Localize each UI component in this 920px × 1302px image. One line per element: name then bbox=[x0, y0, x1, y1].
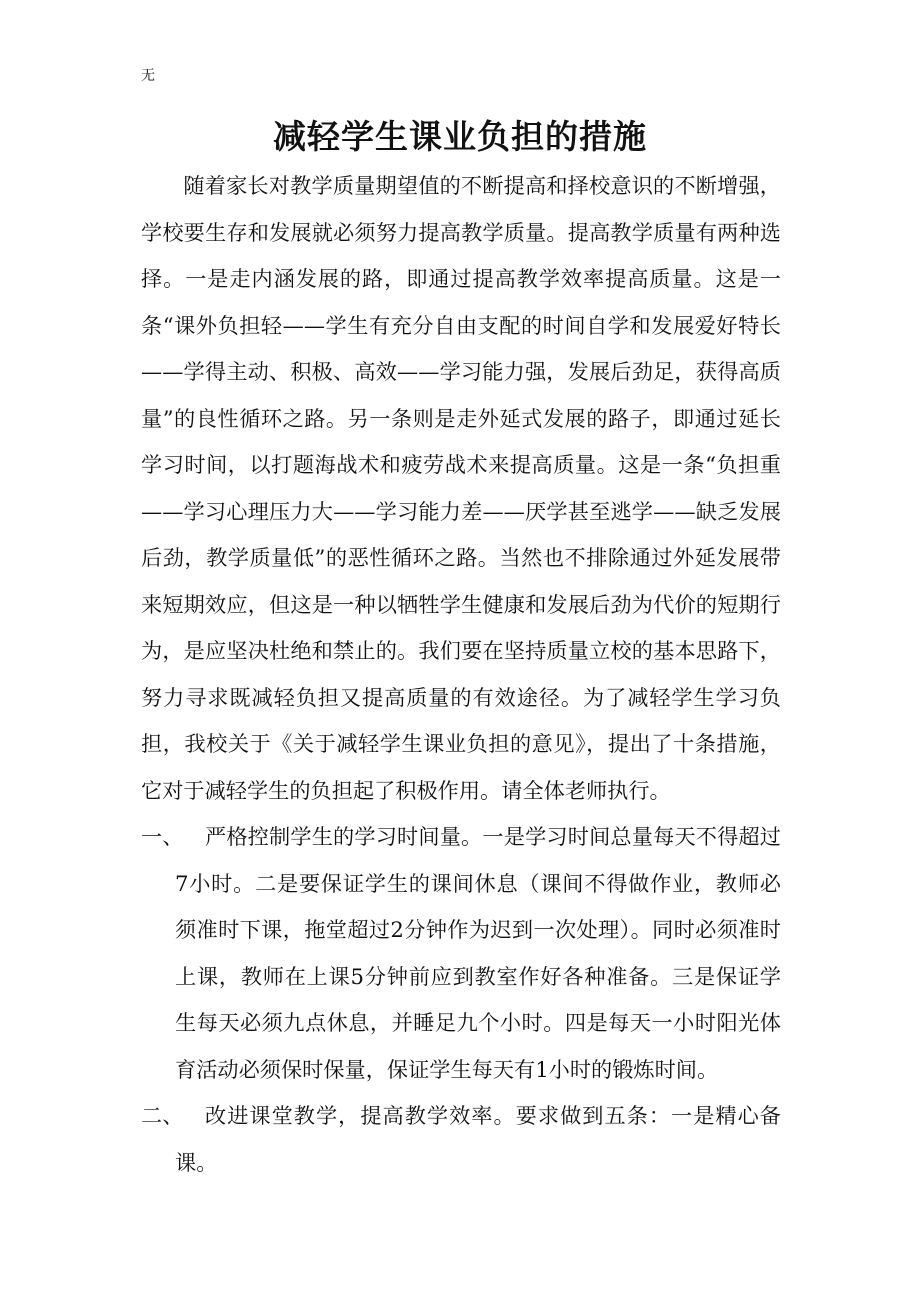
document-body bbox=[141, 163, 781, 1186]
intro-paragraph: 随着家长对教学质量期望值的不断提高和择校意识的不断增强，学校要生存和发展就必须努力提高教学质量。提高教学质量有两种选择。一是走内涵发展的路，即通过提高教学效率提高质量。这是一条“课外负担轻——学生有充分自由支配的时间自学和发展爱好特长——学得主动、积极、高效——学习能力强，发展后劲足，获得高质量”的良性循环之路。另一条则是走外延式发展的路子，即通过延长学习时间，以打题海战术和疲劳战术来提高质量。这是一条“负担重——学习心理压力大——学习能力差——厌学甚至逃学——缺乏发展后劲，教学质量低”的恶性循环之路。当然也不排除通过外延发展带来短期效应，但这是一种以牺牲学生健康和发展后劲为代价的短期行为，是应坚决杜绝和禁止的。我们要在坚持质量立校的基本思路下，努力寻求既减轻负担又提高质量的有效途径。为了减轻学生学习负担，我校关于《关于减轻学生课业负担的意见》，提出了十条措施，它对于减轻学生的负担起了积极作用。请全体老师执行。 bbox=[141, 173, 781, 803]
list-item-text: 改进课堂教学，提高教学效率。要求做到五条：一是精心备课。 bbox=[175, 1103, 781, 1175]
document-title: 减轻学生课业负担的措施 bbox=[273, 117, 647, 156]
header-mark: 无 bbox=[141, 68, 155, 84]
list-item bbox=[141, 814, 781, 1093]
list-item bbox=[141, 1093, 781, 1186]
list-item-number: 二、 bbox=[141, 1103, 184, 1128]
list-item-text: 严格控制学生的学习时间量。一是学习时间总量每天不得超过7小时。二是要保证学生的课间休息（课间不得做作业，教师必须准时下课，拖堂超过2分钟作为迟到一次处理）。同时必须准时上课，教师在上课5分钟前应到教室作好各种准备。三是保证学生每天必须九点休息，并睡足九个小时。四是每天一小时阳光体育活动必须保时保量，保证学生每天有1小时的锻炼时间。 bbox=[175, 824, 781, 1082]
list-item-number: 一、 bbox=[141, 824, 184, 849]
